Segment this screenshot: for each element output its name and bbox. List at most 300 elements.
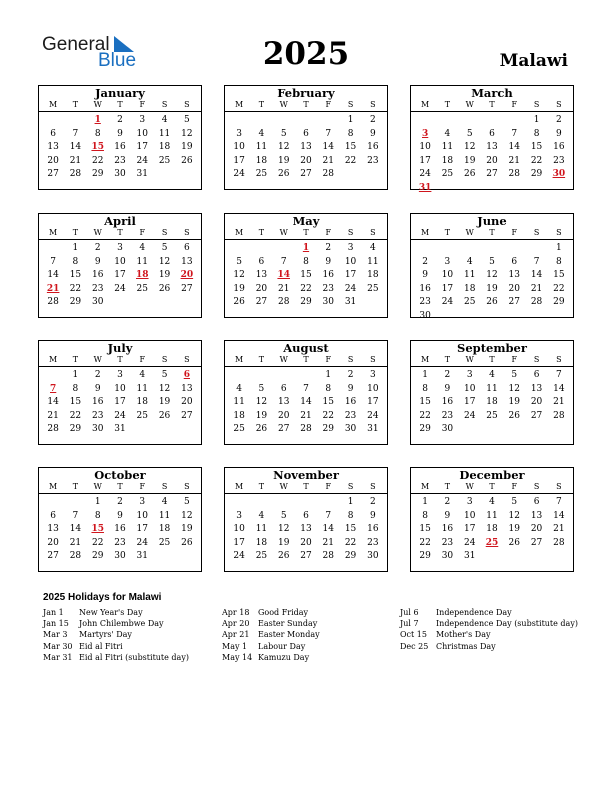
empty-day-cell bbox=[176, 550, 198, 564]
empty-day-cell bbox=[525, 242, 547, 256]
weekday-header: S bbox=[161, 355, 168, 364]
day-cell: 21 bbox=[322, 537, 334, 548]
weekday-header: W bbox=[93, 482, 102, 491]
day-cell: 14 bbox=[553, 383, 565, 394]
day-cell: 16 bbox=[367, 142, 379, 152]
weekday-header: M bbox=[235, 482, 244, 491]
day-cell: 10 bbox=[233, 142, 245, 152]
day-cell: 13 bbox=[181, 256, 193, 267]
day-cell: 31 bbox=[367, 424, 379, 434]
day-cell: 30 bbox=[441, 551, 454, 561]
weekday-header: T bbox=[444, 100, 451, 109]
day-cell: 6 bbox=[50, 128, 56, 139]
month-name: March bbox=[471, 86, 513, 100]
empty-day-cell bbox=[436, 242, 458, 256]
holiday-day-cell: 15 bbox=[91, 524, 104, 534]
weekday-header: S bbox=[370, 228, 376, 237]
day-cell: 5 bbox=[511, 370, 518, 380]
week-row bbox=[225, 256, 387, 270]
day-cell: 19 bbox=[277, 537, 290, 548]
week-row bbox=[411, 523, 573, 537]
day-cell: 24 bbox=[114, 283, 126, 294]
day-cell: 14 bbox=[508, 142, 520, 152]
day-cell: 8 bbox=[555, 256, 562, 267]
day-cell: 5 bbox=[466, 128, 473, 139]
empty-day-cell bbox=[481, 114, 503, 128]
day-cell: 18 bbox=[158, 142, 171, 152]
day-cell: 11 bbox=[136, 383, 148, 394]
day-cell: 21 bbox=[322, 155, 334, 166]
day-cell: 24 bbox=[233, 551, 245, 561]
empty-day-cell bbox=[436, 114, 458, 128]
day-cell: 8 bbox=[325, 383, 332, 394]
month-may bbox=[224, 213, 388, 318]
day-cell: 12 bbox=[508, 383, 520, 394]
day-cell: 1 bbox=[347, 115, 354, 125]
day-cell: 3 bbox=[117, 243, 123, 253]
weekday-header: W bbox=[93, 228, 102, 237]
day-cell: 2 bbox=[347, 370, 354, 380]
day-cell: 27 bbox=[530, 537, 543, 548]
weekday-header: S bbox=[347, 355, 354, 364]
day-cell: 13 bbox=[508, 270, 520, 280]
day-cell: 16 bbox=[114, 142, 126, 152]
week-row bbox=[411, 537, 573, 551]
weekday-header: S bbox=[370, 100, 376, 109]
day-cell: 1 bbox=[533, 115, 540, 125]
day-cell: 14 bbox=[69, 142, 82, 152]
day-cell: 30 bbox=[114, 169, 126, 179]
day-cell: 4 bbox=[258, 510, 265, 521]
empty-day-cell bbox=[339, 168, 361, 182]
day-cell: 18 bbox=[486, 397, 498, 407]
day-cell: 15 bbox=[344, 142, 357, 152]
day-cell: 29 bbox=[344, 551, 357, 561]
holiday-day-cell: 25 bbox=[485, 537, 499, 548]
month-october bbox=[38, 467, 202, 572]
holiday-date: Apr 21 bbox=[222, 630, 250, 640]
day-cell: 1 bbox=[72, 243, 79, 253]
holiday-date: Apr 20 bbox=[222, 619, 250, 629]
weekday-header: S bbox=[184, 482, 190, 491]
day-cell: 9 bbox=[117, 510, 123, 521]
day-cell: 13 bbox=[300, 524, 312, 534]
weekday-header: S bbox=[184, 100, 190, 109]
weekday-header: S bbox=[347, 228, 354, 237]
empty-day-cell bbox=[317, 114, 339, 128]
day-cell: 29 bbox=[69, 424, 82, 434]
weekday-header: T bbox=[258, 482, 265, 491]
day-cell: 21 bbox=[553, 524, 565, 534]
day-cell: 27 bbox=[530, 410, 543, 421]
day-cell: 7 bbox=[533, 256, 540, 267]
weekday-header: S bbox=[184, 228, 190, 237]
weekday-header-row bbox=[225, 482, 387, 494]
day-cell: 3 bbox=[236, 128, 242, 139]
empty-day-cell bbox=[273, 496, 295, 510]
weekday-header-row bbox=[225, 228, 387, 240]
day-cell: 27 bbox=[255, 297, 268, 307]
weekday-header: T bbox=[303, 228, 309, 237]
empty-day-cell bbox=[459, 182, 481, 196]
holiday-name: Good Friday bbox=[258, 608, 309, 617]
day-cell: 10 bbox=[419, 142, 431, 152]
empty-day-cell bbox=[414, 242, 436, 256]
empty-day-cell bbox=[153, 550, 175, 564]
week-row bbox=[39, 155, 201, 169]
empty-day-cell bbox=[459, 423, 481, 437]
weekday-header: W bbox=[465, 228, 474, 237]
weekday-header: W bbox=[93, 355, 102, 364]
weekday-header: T bbox=[489, 355, 495, 364]
day-cell: 8 bbox=[94, 510, 101, 521]
week-row bbox=[225, 523, 387, 537]
week-row bbox=[39, 128, 201, 142]
week-row bbox=[225, 128, 387, 142]
week-row bbox=[225, 396, 387, 410]
holiday-name: Kamuzu Day bbox=[258, 652, 310, 662]
month-january bbox=[38, 85, 202, 190]
day-cell: 14 bbox=[322, 524, 334, 534]
day-cell: 29 bbox=[419, 551, 431, 561]
week-row bbox=[411, 114, 573, 128]
day-cell: 24 bbox=[463, 537, 476, 548]
week-row bbox=[411, 310, 573, 324]
weekday-header: F bbox=[139, 355, 146, 364]
day-cell: 13 bbox=[47, 524, 59, 534]
day-cell: 9 bbox=[117, 128, 123, 139]
empty-day-cell bbox=[481, 242, 503, 256]
weekday-header: F bbox=[511, 482, 518, 491]
holiday-day-cell: 21 bbox=[46, 283, 60, 294]
empty-day-cell bbox=[64, 496, 86, 510]
day-cell: 23 bbox=[114, 155, 126, 166]
week-row bbox=[411, 242, 573, 256]
empty-day-cell bbox=[153, 168, 175, 182]
empty-day-cell bbox=[525, 423, 547, 437]
holiday-day-cell: 31 bbox=[418, 182, 432, 193]
day-cell: 27 bbox=[300, 551, 312, 561]
day-cell: 5 bbox=[280, 128, 287, 139]
day-cell: 15 bbox=[530, 142, 543, 152]
day-cell: 16 bbox=[344, 397, 357, 407]
day-cell: 21 bbox=[508, 155, 520, 166]
day-cell: 22 bbox=[91, 155, 104, 166]
holidays-title: 2025 Holidays for Malawi bbox=[43, 592, 162, 603]
day-cell: 13 bbox=[47, 142, 59, 152]
day-cell: 7 bbox=[511, 128, 518, 139]
weekday-header: W bbox=[279, 100, 288, 109]
day-cell: 16 bbox=[441, 524, 454, 534]
weekday-header: W bbox=[465, 482, 474, 491]
day-cell: 11 bbox=[136, 256, 148, 267]
week-row bbox=[411, 155, 573, 169]
day-cell: 6 bbox=[303, 510, 309, 521]
holiday-name: Independence Day bbox=[436, 608, 512, 617]
day-cell: 1 bbox=[94, 497, 101, 507]
weekday-header-row bbox=[411, 100, 573, 112]
week-row bbox=[225, 242, 387, 256]
day-cell: 12 bbox=[181, 510, 193, 521]
day-cell: 15 bbox=[553, 270, 565, 280]
day-cell: 28 bbox=[508, 169, 520, 179]
day-cell: 17 bbox=[344, 270, 357, 280]
weekday-header: S bbox=[533, 482, 540, 491]
day-cell: 11 bbox=[486, 510, 498, 521]
week-row bbox=[225, 510, 387, 524]
month-september bbox=[410, 340, 574, 445]
day-cell: 28 bbox=[69, 169, 82, 179]
day-cell: 4 bbox=[161, 497, 168, 507]
empty-day-cell bbox=[525, 182, 547, 196]
day-cell: 8 bbox=[303, 256, 309, 267]
week-row bbox=[39, 168, 201, 182]
day-cell: 13 bbox=[300, 142, 312, 152]
empty-day-cell bbox=[436, 310, 458, 324]
week-row bbox=[39, 242, 201, 256]
day-cell: 6 bbox=[533, 370, 540, 380]
day-cell: 7 bbox=[50, 256, 56, 267]
day-cell: 10 bbox=[136, 510, 148, 521]
weekday-header: S bbox=[161, 228, 168, 237]
empty-day-cell bbox=[42, 496, 64, 510]
week-row bbox=[225, 296, 387, 310]
day-cell: 4 bbox=[466, 256, 473, 267]
day-cell: 25 bbox=[158, 537, 171, 548]
weekday-header: W bbox=[279, 355, 288, 364]
day-cell: 26 bbox=[277, 551, 290, 561]
weekday-header: S bbox=[533, 228, 540, 237]
week-row bbox=[225, 114, 387, 128]
holiday-entry bbox=[222, 641, 320, 652]
month-name: August bbox=[283, 341, 329, 355]
month-name: May bbox=[292, 214, 320, 228]
day-cell: 9 bbox=[94, 256, 101, 267]
day-cell: 11 bbox=[255, 524, 268, 534]
day-cell: 12 bbox=[233, 270, 245, 280]
day-cell: 20 bbox=[277, 410, 290, 421]
holiday-column bbox=[400, 607, 578, 652]
day-cell: 13 bbox=[277, 397, 290, 407]
day-cell: 28 bbox=[69, 551, 82, 561]
weekday-header: T bbox=[117, 355, 123, 364]
day-cell: 6 bbox=[533, 497, 540, 507]
day-cell: 14 bbox=[47, 397, 59, 407]
day-cell: 9 bbox=[422, 270, 428, 280]
weekday-header: F bbox=[511, 100, 518, 109]
empty-day-cell bbox=[273, 114, 295, 128]
day-cell: 17 bbox=[441, 283, 454, 294]
day-cell: 1 bbox=[72, 370, 79, 380]
day-cell: 20 bbox=[530, 524, 543, 534]
weekday-header: M bbox=[421, 228, 430, 237]
day-cell: 15 bbox=[69, 270, 82, 280]
holiday-day-cell: 6 bbox=[183, 370, 190, 380]
day-cell: 27 bbox=[508, 297, 520, 307]
day-cell: 19 bbox=[233, 283, 245, 294]
empty-day-cell bbox=[131, 423, 153, 437]
day-cell: 30 bbox=[91, 297, 104, 307]
day-cell: 25 bbox=[255, 169, 268, 179]
holiday-day-cell: 7 bbox=[50, 383, 57, 394]
day-cell: 13 bbox=[255, 270, 268, 280]
day-cell: 16 bbox=[367, 524, 379, 534]
day-cell: 5 bbox=[236, 256, 242, 267]
day-cell: 1 bbox=[325, 370, 332, 380]
day-cell: 11 bbox=[486, 383, 498, 394]
empty-day-cell bbox=[64, 114, 86, 128]
week-row bbox=[39, 383, 201, 397]
week-row bbox=[411, 182, 573, 196]
day-cell: 23 bbox=[441, 537, 454, 548]
empty-day-cell bbox=[481, 423, 503, 437]
week-row bbox=[411, 296, 573, 310]
week-row bbox=[225, 383, 387, 397]
day-cell: 17 bbox=[136, 524, 148, 534]
empty-day-cell bbox=[503, 114, 525, 128]
weekday-header: F bbox=[139, 100, 146, 109]
day-cell: 22 bbox=[344, 537, 357, 548]
weekday-header-row bbox=[39, 482, 201, 494]
holiday-day-cell: 30 bbox=[552, 169, 566, 179]
day-cell: 4 bbox=[489, 370, 495, 380]
day-cell: 28 bbox=[553, 537, 565, 548]
day-cell: 14 bbox=[69, 524, 82, 534]
day-cell: 30 bbox=[114, 551, 126, 561]
weekday-header: W bbox=[279, 228, 288, 237]
day-cell: 5 bbox=[183, 115, 190, 125]
day-cell: 14 bbox=[300, 397, 312, 407]
day-cell: 1 bbox=[422, 370, 428, 380]
day-cell: 9 bbox=[444, 383, 451, 394]
day-cell: 17 bbox=[419, 155, 431, 166]
day-cell: 5 bbox=[511, 497, 518, 507]
day-cell: 15 bbox=[322, 397, 334, 407]
day-cell: 7 bbox=[325, 510, 332, 521]
day-cell: 17 bbox=[367, 397, 379, 407]
day-cell: 31 bbox=[344, 297, 357, 307]
day-cell: 2 bbox=[117, 115, 123, 125]
day-cell: 5 bbox=[161, 243, 168, 253]
weekday-header: M bbox=[235, 355, 244, 364]
day-cell: 24 bbox=[136, 155, 148, 166]
empty-day-cell bbox=[295, 496, 317, 510]
weekday-header: M bbox=[49, 228, 58, 237]
holiday-entry bbox=[400, 607, 578, 618]
day-cell: 23 bbox=[344, 410, 357, 421]
weekday-header: F bbox=[325, 228, 332, 237]
day-cell: 9 bbox=[369, 128, 376, 139]
empty-day-cell bbox=[176, 423, 198, 437]
day-cell: 13 bbox=[486, 142, 498, 152]
day-cell: 23 bbox=[419, 297, 431, 307]
day-cell: 30 bbox=[367, 551, 379, 561]
empty-day-cell bbox=[295, 114, 317, 128]
weekday-header: M bbox=[235, 228, 244, 237]
weekday-header: F bbox=[511, 228, 518, 237]
day-cell: 5 bbox=[258, 383, 265, 394]
weekday-header: M bbox=[49, 482, 58, 491]
day-cell: 23 bbox=[367, 155, 379, 166]
day-cell: 2 bbox=[369, 115, 376, 125]
weekday-header: T bbox=[444, 228, 451, 237]
day-cell: 20 bbox=[530, 397, 543, 407]
day-cell: 5 bbox=[183, 497, 190, 507]
holiday-day-cell: 1 bbox=[94, 115, 101, 125]
day-cell: 28 bbox=[322, 551, 334, 561]
day-cell: 20 bbox=[486, 155, 498, 166]
holiday-entry bbox=[43, 629, 189, 640]
day-cell: 6 bbox=[50, 510, 56, 521]
day-cell: 23 bbox=[91, 410, 104, 421]
day-cell: 18 bbox=[441, 155, 454, 166]
month-february bbox=[224, 85, 388, 190]
empty-day-cell bbox=[548, 182, 570, 196]
day-cell: 21 bbox=[277, 283, 290, 294]
week-row bbox=[39, 141, 201, 155]
month-name: January bbox=[95, 86, 145, 100]
day-cell: 7 bbox=[555, 370, 562, 380]
day-cell: 22 bbox=[300, 283, 312, 294]
weekday-header: T bbox=[72, 100, 79, 109]
day-cell: 29 bbox=[419, 424, 431, 434]
day-cell: 12 bbox=[277, 524, 290, 534]
day-cell: 12 bbox=[486, 270, 498, 280]
empty-day-cell bbox=[503, 550, 525, 564]
week-row bbox=[39, 423, 201, 437]
week-row bbox=[225, 369, 387, 383]
day-cell: 19 bbox=[508, 524, 520, 534]
day-cell: 16 bbox=[91, 270, 104, 280]
day-cell: 9 bbox=[94, 383, 101, 394]
day-cell: 10 bbox=[463, 383, 476, 394]
holiday-entry bbox=[400, 618, 578, 629]
holiday-day-cell: 14 bbox=[277, 270, 290, 280]
weekday-header-row bbox=[39, 100, 201, 112]
day-cell: 19 bbox=[158, 397, 171, 407]
day-cell: 5 bbox=[280, 510, 287, 521]
holiday-name: Easter Monday bbox=[258, 630, 320, 640]
day-cell: 12 bbox=[508, 510, 520, 521]
day-cell: 3 bbox=[347, 243, 354, 253]
holiday-name: Eid al Fitri bbox=[79, 641, 123, 651]
weekday-header: S bbox=[556, 228, 562, 237]
week-row bbox=[39, 396, 201, 410]
day-cell: 30 bbox=[441, 424, 454, 434]
day-cell: 6 bbox=[183, 243, 190, 253]
weekday-header: M bbox=[235, 100, 244, 109]
week-row bbox=[411, 423, 573, 437]
holiday-entry bbox=[43, 641, 189, 652]
weekday-header: T bbox=[489, 228, 495, 237]
holiday-day-cell: 18 bbox=[136, 270, 149, 280]
day-cell: 9 bbox=[555, 128, 562, 139]
logo-text-blue: Blue bbox=[98, 50, 137, 71]
weekday-header: T bbox=[303, 482, 309, 491]
day-cell: 12 bbox=[463, 142, 476, 152]
day-cell: 4 bbox=[139, 370, 146, 380]
empty-day-cell bbox=[295, 369, 317, 383]
weekday-header: M bbox=[49, 355, 58, 364]
day-cell: 11 bbox=[255, 142, 268, 152]
holiday-name: Christmas Day bbox=[436, 641, 496, 651]
holiday-day-cell: 1 bbox=[302, 243, 310, 253]
day-cell: 2 bbox=[555, 115, 562, 125]
day-cell: 6 bbox=[280, 383, 287, 394]
week-row bbox=[411, 369, 573, 383]
day-cell: 26 bbox=[508, 410, 520, 421]
week-row bbox=[39, 496, 201, 510]
